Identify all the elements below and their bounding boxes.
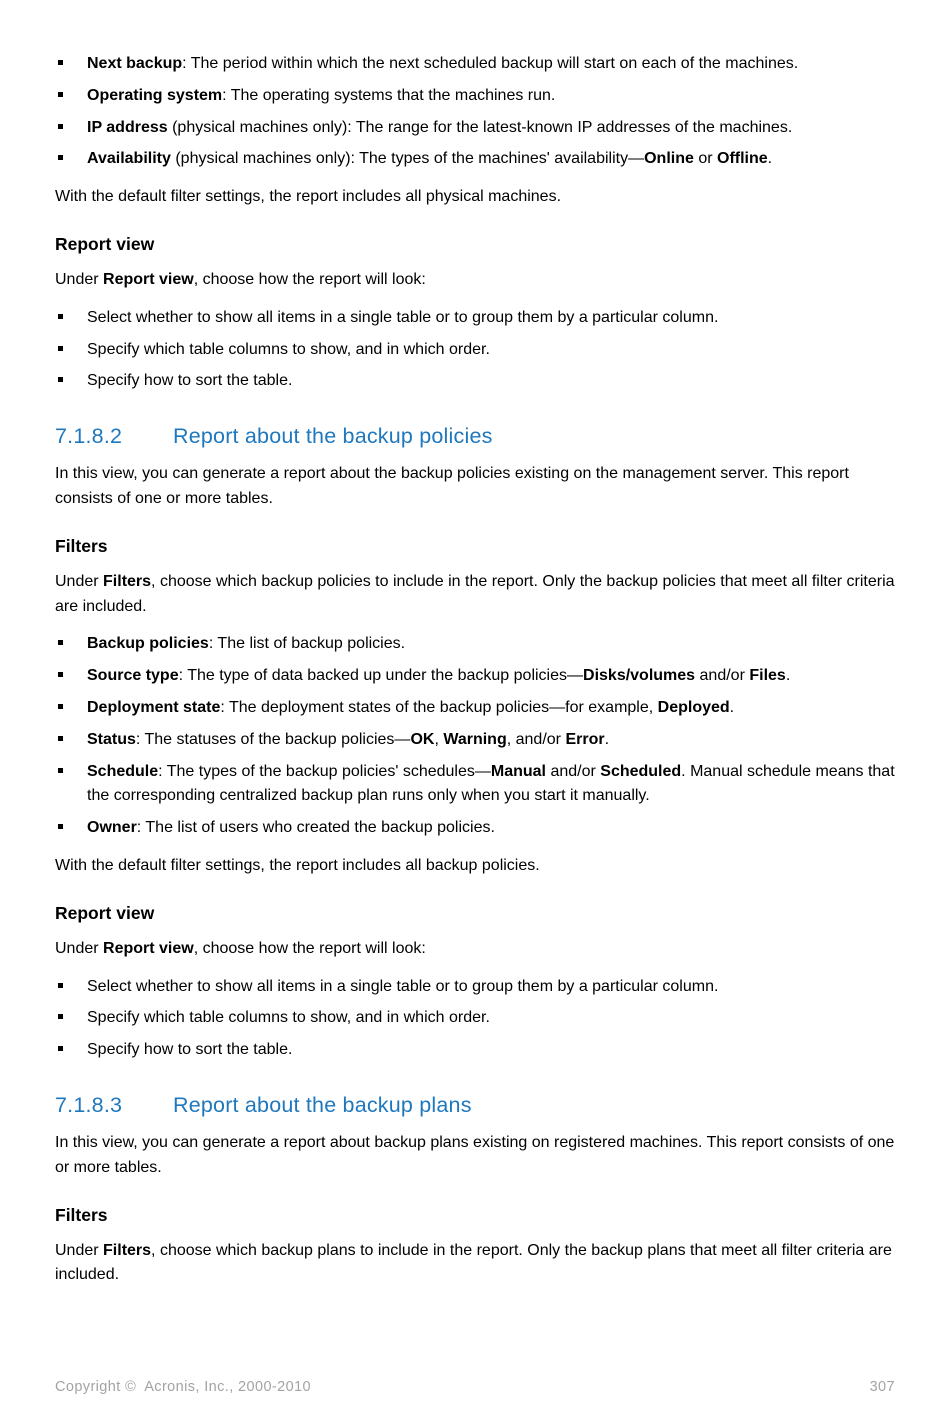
list-item-text: Status: The statuses of the backup policies—OK, Warning, and/or Error. <box>87 730 610 748</box>
list-item <box>55 369 895 394</box>
bullet-square-icon <box>58 640 63 645</box>
list-item-text: IP address (physical machines only): The range for the latest-known IP addresses of the machines. <box>87 118 793 136</box>
bullet-square-icon <box>58 377 63 382</box>
bullet-square-icon <box>58 824 63 829</box>
page-footer <box>55 1379 895 1395</box>
report-view-bullet-list <box>55 306 895 394</box>
list-item <box>55 696 895 721</box>
bullet-square-icon <box>58 346 63 351</box>
list-item <box>55 760 895 810</box>
policy-filter-bullet-list <box>55 632 895 841</box>
list-item <box>55 147 895 172</box>
list-item <box>55 84 895 109</box>
list-item-text: Availability (physical machines only): The types of the machines' availability—Online or Offline. <box>87 150 773 168</box>
list-item-text: Operating system: The operating systems that the machines run. <box>87 86 556 104</box>
bullet-square-icon <box>58 1014 63 1019</box>
footer-copyright: Copyright © Acronis, Inc., 2000-2010 <box>55 1379 312 1395</box>
list-item-text: Next backup: The period within which the next scheduled backup will start on each of the machines. <box>87 55 799 72</box>
bullet-square-icon <box>58 672 63 677</box>
list-item <box>55 632 895 657</box>
list-item-text: Source type: The type of data backed up under the backup policies—Disks/volumes and/or Files. <box>87 667 791 685</box>
list-item <box>55 975 895 1000</box>
machine-filter-bullet-list <box>55 52 895 172</box>
bullet-square-icon <box>58 92 63 97</box>
paragraph-default-note: With the default filter settings, the report includes all physical machines. <box>55 188 562 206</box>
bullet-square-icon <box>58 768 63 773</box>
section-title: Report about the backup plans <box>173 1092 472 1117</box>
section-title: Report about the backup policies <box>173 424 493 449</box>
list-item-text: Deployment state: The deployment states of the backup policies—for example, Deployed. <box>87 698 735 716</box>
list-item-text: Backup policies: The list of backup policies. <box>87 635 406 653</box>
subheading-report-view: Report view <box>55 233 155 254</box>
list-item-text: Specify which table columns to show, and in which order. <box>87 340 490 358</box>
list-item <box>55 1006 895 1031</box>
list-item <box>55 338 895 363</box>
paragraph-report-view-intro: Under Report view, choose how the report will look: <box>55 270 426 288</box>
bullet-square-icon <box>58 155 63 160</box>
paragraph-section-intro: In this view, you can generate a report about backup plans existing on registered machines. This report consists of one or more tables. <box>55 1133 895 1176</box>
list-item-text: Specify how to sort the table. <box>87 372 293 390</box>
list-item <box>55 1038 895 1063</box>
bullet-square-icon <box>58 60 63 65</box>
subheading-filters: Filters <box>55 1204 108 1225</box>
list-item <box>55 728 895 753</box>
paragraph-section-intro: In this view, you can generate a report about the backup policies existing on the management server. This report consists of one or more tables. <box>55 465 849 507</box>
section-number: 7.1.8.2 <box>55 424 123 449</box>
section-heading-backup-plans <box>55 1093 895 1118</box>
bullet-square-icon <box>58 1046 63 1051</box>
bullet-square-icon <box>58 314 63 319</box>
list-item <box>55 816 895 841</box>
subheading-filters: Filters <box>55 535 108 556</box>
list-item-text: Specify which table columns to show, and in which order. <box>87 1009 490 1027</box>
list-item-text: Specify how to sort the table. <box>87 1041 293 1059</box>
bullet-square-icon <box>58 983 63 988</box>
section-number: 7.1.8.3 <box>55 1092 123 1117</box>
subheading-report-view: Report view <box>55 902 155 923</box>
list-item <box>55 664 895 689</box>
paragraph-default-note: With the default filter settings, the report includes all backup policies. <box>55 856 540 874</box>
list-item <box>55 116 895 141</box>
paragraph-report-view-intro: Under Report view, choose how the report will look: <box>55 939 426 957</box>
list-item <box>55 306 895 331</box>
bullet-square-icon <box>58 736 63 741</box>
bullet-square-icon <box>58 704 63 709</box>
paragraph-filters-intro: Under Filters, choose which backup plans to include in the report. Only the backup plans that meet all filter criteria are included. <box>55 1241 892 1284</box>
paragraph-filters-intro: Under Filters, choose which backup policies to include in the report. Only the backup policies that meet all filter criteria are included. <box>55 572 895 615</box>
list-item <box>55 52 895 77</box>
report-view-bullet-list <box>55 975 895 1063</box>
section-heading-backup-policies <box>55 424 895 449</box>
page-number: 307 <box>869 1379 895 1395</box>
list-item-text: Owner: The list of users who created the backup policies. <box>87 819 495 837</box>
list-item-text: Select whether to show all items in a single table or to group them by a particular column. <box>87 977 719 995</box>
list-item-text: Select whether to show all items in a single table or to group them by a particular column. <box>87 308 719 326</box>
list-item-text: Schedule: The types of the backup policies' schedules—Manual and/or Scheduled. Manual schedule means that the corresponding centralized backup plan runs only when you start it manually. <box>87 762 895 805</box>
bullet-square-icon <box>58 124 63 129</box>
